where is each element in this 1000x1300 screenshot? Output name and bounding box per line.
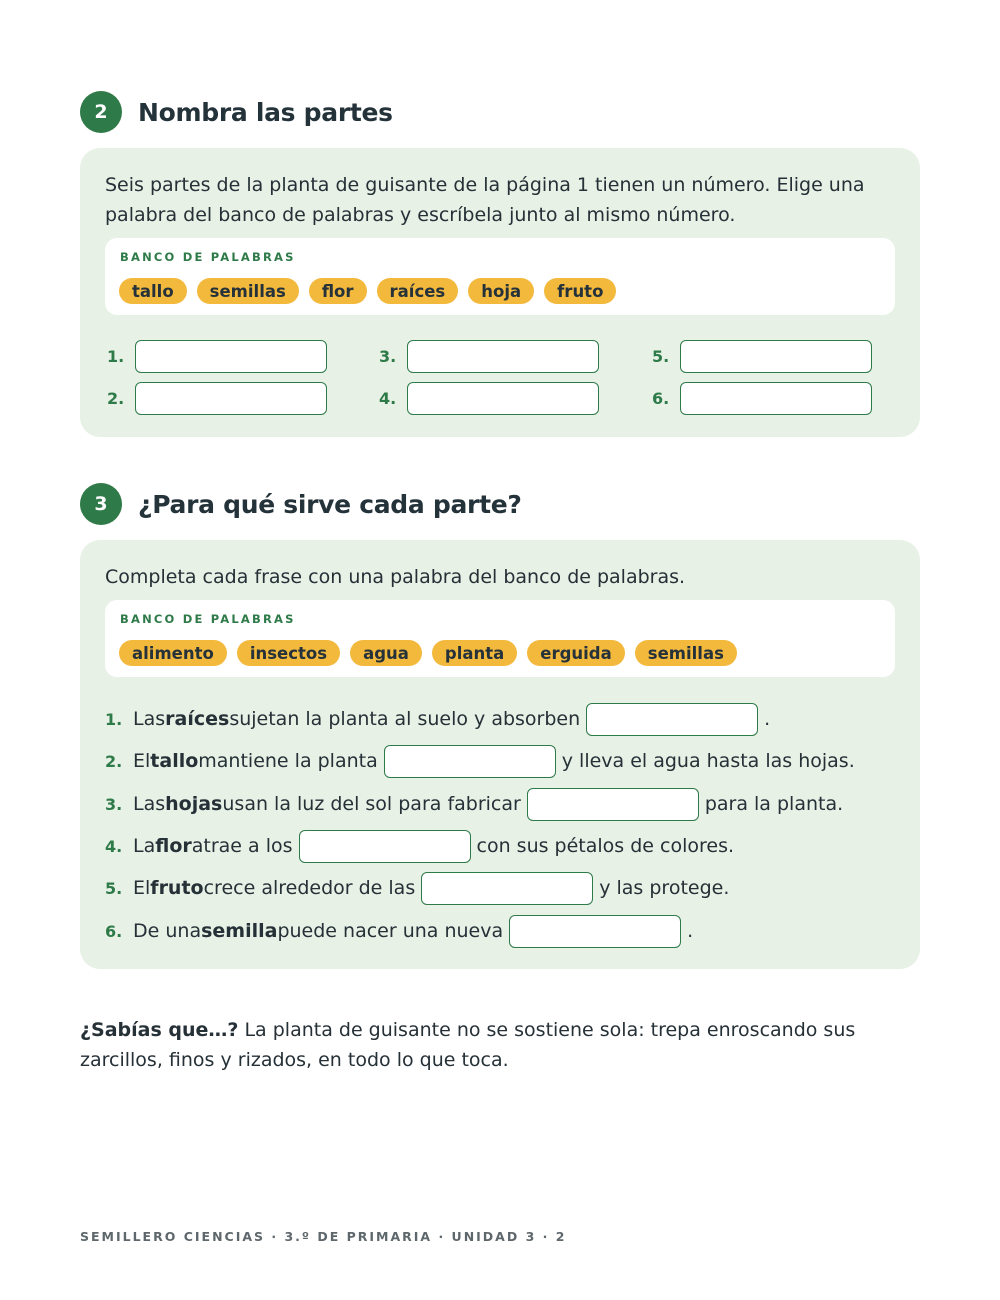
sentence-text: y lleva el agua hasta las hojas.	[561, 750, 855, 772]
sentence-text: sujetan la planta al suelo y absorben	[229, 708, 581, 730]
fun-fact-text: La planta de guisante no se sostiene sola: trepa enroscando sus zarcillos, finos y rizados, en todo lo que toca.	[80, 1019, 856, 1071]
section-number-badge: 3	[80, 483, 122, 525]
section-2-heading	[80, 91, 393, 133]
section-3-card	[80, 540, 920, 969]
answer-input-1[interactable]	[135, 340, 327, 373]
sentence-4	[105, 829, 734, 863]
answer-row-6	[652, 382, 872, 415]
sentence-keyword: semilla	[201, 920, 278, 942]
answer-row-3	[379, 340, 599, 373]
fill-blank-input[interactable]	[384, 745, 556, 778]
instruction-text: Completa cada frase con una palabra del banco de palabras.	[105, 566, 686, 588]
sentence-text: atrae a los	[191, 835, 293, 857]
sentence-keyword: tallo	[150, 750, 199, 772]
word-chip: agua	[350, 640, 422, 666]
page-footer: SEMILLERO CIENCIAS · 3.º DE PRIMARIA · UNIDAD 3 · 2	[80, 1229, 567, 1244]
sentence-text: con sus pétalos de colores.	[476, 835, 735, 857]
answer-number: 1.	[107, 347, 125, 366]
fill-blank-input[interactable]	[421, 872, 593, 905]
answer-input-4[interactable]	[407, 382, 599, 415]
sentence-number: 5.	[105, 878, 123, 898]
section-number-badge: 2	[80, 91, 122, 133]
section-2-card	[80, 148, 920, 437]
sentence-keyword: raíces	[165, 708, 230, 730]
fill-blank-input[interactable]	[299, 830, 471, 863]
answer-input-2[interactable]	[135, 382, 327, 415]
answer-number: 5.	[652, 347, 670, 366]
answer-row-5	[652, 340, 872, 373]
word-bank	[105, 600, 895, 677]
sentence-3	[105, 787, 843, 821]
word-chip: raíces	[377, 278, 459, 304]
sentence-keyword: hojas	[165, 793, 223, 815]
answer-row-4	[379, 382, 599, 415]
sentence-text: El	[133, 877, 151, 899]
word-chip: hoja	[468, 278, 534, 304]
sentence-text: Las	[133, 793, 166, 815]
sentence-text: De una	[133, 920, 202, 942]
sentence-text: .	[764, 708, 771, 730]
word-chip: flor	[309, 278, 367, 304]
sentence-text: para la planta.	[704, 793, 844, 815]
sentence-text: Las	[133, 708, 166, 730]
word-chip: tallo	[119, 278, 187, 304]
sentence-text: .	[687, 920, 694, 942]
sentence-6	[105, 914, 693, 948]
section-title: Nombra las partes	[138, 97, 393, 127]
answer-number: 2.	[107, 389, 125, 408]
word-chip: erguida	[527, 640, 625, 666]
answer-number: 3.	[379, 347, 397, 366]
sentence-text: puede nacer una nueva	[277, 920, 504, 942]
sentence-number: 6.	[105, 921, 123, 941]
answer-row-1	[107, 340, 327, 373]
sentence-5	[105, 871, 729, 905]
word-chip: semillas	[635, 640, 737, 666]
sentence-text: usan la luz del sol para fabricar	[222, 793, 521, 815]
word-bank-label: BANCO DE PALABRAS	[120, 250, 296, 264]
sentence-text: crece alrededor de las	[203, 877, 416, 899]
sentence-number: 2.	[105, 751, 123, 771]
sentence-text: mantiene la planta	[198, 750, 378, 772]
word-bank	[105, 238, 895, 315]
sentence-keyword: flor	[155, 835, 192, 857]
answer-row-2	[107, 382, 327, 415]
word-bank-label: BANCO DE PALABRAS	[120, 612, 296, 626]
word-chip: insectos	[237, 640, 340, 666]
sentence-number: 1.	[105, 709, 123, 729]
section-title: ¿Para qué sirve cada parte?	[138, 489, 522, 519]
sentence-text: El	[133, 750, 151, 772]
sentence-number: 4.	[105, 836, 123, 856]
fill-blank-input[interactable]	[509, 915, 681, 948]
word-chip: semillas	[197, 278, 299, 304]
section-3-heading	[80, 483, 522, 525]
sentence-number: 3.	[105, 794, 123, 814]
answer-input-6[interactable]	[680, 382, 872, 415]
word-chip: alimento	[119, 640, 227, 666]
sentence-1	[105, 702, 770, 736]
sentence-keyword: fruto	[150, 877, 204, 899]
fun-fact-lead: ¿Sabías que…?	[80, 1019, 239, 1041]
answer-number: 4.	[379, 389, 397, 408]
sentence-text: y las protege.	[599, 877, 730, 899]
word-chip: planta	[432, 640, 517, 666]
fill-blank-input[interactable]	[586, 703, 758, 736]
sentence-text: La	[133, 835, 156, 857]
fill-blank-input[interactable]	[527, 788, 699, 821]
answer-number: 6.	[652, 389, 670, 408]
instruction-text: Seis partes de la planta de guisante de la página 1 tienen un número. Elige una palabra del banco de palabras y escríbela junto al mismo número.	[105, 174, 865, 226]
fun-fact	[80, 1015, 880, 1075]
word-chip: fruto	[544, 278, 616, 304]
answer-input-3[interactable]	[407, 340, 599, 373]
sentence-2	[105, 744, 855, 778]
answer-input-5[interactable]	[680, 340, 872, 373]
